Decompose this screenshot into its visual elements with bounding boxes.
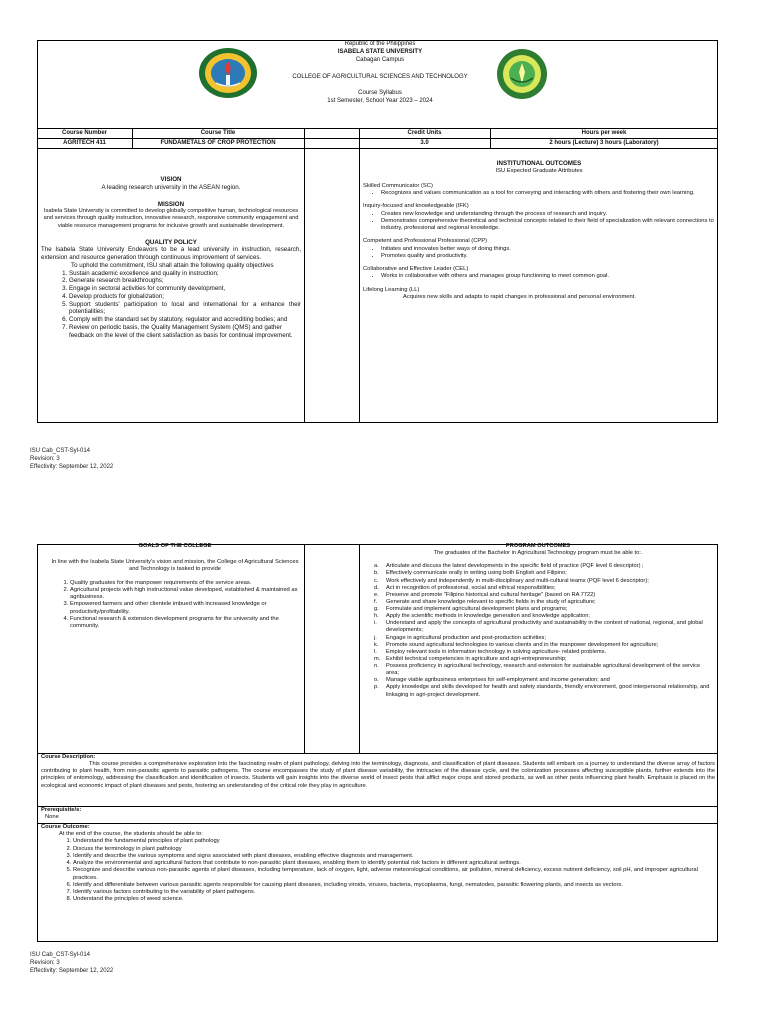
- program-outcome-item: [374, 649, 714, 656]
- program-outcome-item: [374, 677, 714, 684]
- prerequisites: [41, 807, 715, 821]
- program-outcome-letter: o.: [374, 677, 379, 684]
- vmq-section: [41, 176, 301, 339]
- program-outcome-item: [374, 606, 714, 613]
- document-footer: [30, 447, 113, 471]
- list-item: 2. Agricultural projects with high instructional value developed, established & maintained as agribusiness.: [70, 587, 300, 601]
- attribute-list: [363, 211, 715, 233]
- credit-units-header: Credit Units: [407, 130, 442, 136]
- hours-value: 2 hours (Lecture) 3 hours (Laboratory): [549, 140, 659, 146]
- course-number-header: Course Number: [61, 130, 107, 136]
- vision-title: VISION: [160, 176, 182, 183]
- course-outcome-list: [59, 838, 715, 903]
- program-outcome-text: Formulate and implement agricultural development plans and programs;: [386, 606, 568, 612]
- attribute-list: [363, 190, 715, 197]
- document-code: ISU Cab_CST-Syl-014: [30, 448, 91, 454]
- list-item: • Creates new knowledge and understanding through the process of research and inquiry.: [381, 211, 715, 218]
- program-outcome-letter: n.: [374, 663, 379, 669]
- program-outcome-text: Possess proficiency in agricultural technology, research and extension for sustainable agricultural development of the service area;: [386, 663, 701, 677]
- list-item: 1. Sustain academic excellence and quality in instruction;: [69, 270, 301, 278]
- attribute-name: Skilled Communicator (SC): [363, 182, 433, 189]
- hours-header: Hours per week: [581, 130, 627, 136]
- program-outcome-text: Preserve and promote "Filipino historical and cultural heritage" (based on RA 7722): [386, 591, 596, 598]
- program-outcome-text: Apply knowledge and skills developed for health and safety standards, friendly environment, good interpersonal relationship, and linkaging in agri-project development.: [386, 684, 710, 698]
- document-footer: [30, 951, 113, 975]
- list-item: 4. Develop products for globalization;: [69, 293, 301, 301]
- program-outcome-text: Promote sound agricultural technologies to various clients and in the manpower development for agriculture;: [386, 641, 659, 648]
- quality-policy-intro2: To uphold the commitment, ISU shall attain the following quality objectives: [71, 261, 274, 269]
- list-item: • Demonstrates comprehensive theoretical and technical concepts related to their field of specialization with relevant connections to industry, professional and regional knowledge.: [381, 218, 715, 232]
- attribute-text: Acquires new skills and adapts to rapid changes in professional and personal environment.: [403, 293, 636, 300]
- program-outcome-text: Employ relevant tools in information technology in solving agriculture- related problems.: [386, 648, 607, 655]
- list-item: • Promotes quality and productivity.: [381, 253, 715, 260]
- document-header: [230, 41, 530, 106]
- course-title-header: Course Title: [200, 130, 236, 136]
- program-outcome-text: Understand and apply the concepts of agricultural productivity and sustainability in the context of national, regional, and global developments;: [386, 620, 703, 634]
- revision: Revision: 3: [30, 960, 60, 967]
- program-outcomes-list: [362, 563, 714, 698]
- mission-title: MISSION: [157, 200, 185, 208]
- list-item: 1. Understand the fundamental principles of plant pathology: [73, 838, 715, 845]
- list-item: 5. Recognize and describe various non-parasitic agents of plant diseases, including temperature, lack of oxygen, light, adverse meteorological conditions, air pollution, mineral deficiency, excess nutrient deficiency, soil pH, and improper agricultural practices.: [73, 867, 715, 881]
- program-outcome-item: [374, 563, 714, 570]
- list-item: • Initiates and innovates better ways of doing things.: [381, 246, 715, 253]
- program-outcome-letter: i.: [374, 620, 377, 627]
- course-outcome-label: Course Outcome:: [41, 824, 90, 830]
- program-outcome-text: Act in recognition of professional, social and ethical responsibilities;: [386, 584, 556, 591]
- program-outcome-item: [374, 684, 714, 698]
- quality-policy-title: QUALITY POLICY: [145, 238, 197, 246]
- campus-name: Cabagan Campus: [355, 56, 405, 63]
- attribute-name: Collaborative and Effective Leader (CEL): [363, 266, 469, 273]
- attribute-name: Lifelong Learning (LL): [363, 286, 420, 293]
- syllabus-title: Course Syllabus: [358, 90, 402, 97]
- program-outcome-item: [374, 613, 714, 620]
- goals-intro: In line with the Isabela State University's vision and mission, the College of Agricultural Sciences and Technology is tasked to provide: [51, 559, 299, 573]
- program-outcomes-intro: The graduates of the Bachelor in Agricultural Technology program must be able to:.: [433, 550, 643, 557]
- program-outcome-letter: h.: [374, 613, 379, 620]
- attribute-name: Competent and Professional Professional (CPP): [363, 238, 488, 245]
- program-outcome-item: [374, 663, 714, 677]
- attribute-list: [363, 273, 715, 280]
- program-outcome-letter: m.: [374, 655, 381, 662]
- program-outcome-letter: f.: [374, 598, 378, 605]
- college-name: COLLEGE OF AGRICULTURAL SCIENCES AND TECHNOLOGY: [292, 74, 468, 81]
- effectivity: Effectivity: September 12, 2022: [30, 464, 114, 471]
- institutional-outcomes-subtitle: ISU Expected Graduate Attributes: [495, 167, 583, 174]
- goals-title: GOALS OF THE COLLEGE: [138, 543, 212, 549]
- goals-section: [50, 543, 300, 630]
- quality-objectives-list: [55, 270, 301, 340]
- mission-text: Isabela State University is committed to develop globally competitive human, technological resources and services through quality instruction, innovative research, responsive community engagement and viable resource management programs for inclusive growth and sustainable development.: [43, 208, 299, 229]
- list-item: 1. Quality graduates for the manpower requirements of the service areas.: [70, 580, 300, 587]
- list-item: 7. Review on periodic basis, the Quality Management System (QMS) and gather feedback on the level of the client satisfaction as basis for continual improvement.: [69, 324, 301, 340]
- program-outcome-item: [374, 570, 714, 577]
- prerequisites-label: Prerequisite/s:: [41, 807, 82, 813]
- course-outcome: [41, 824, 715, 904]
- program-outcome-item: [374, 599, 714, 606]
- institutional-outcomes-title: INSTITUTIONAL OUTCOMES: [496, 160, 582, 167]
- republic-line: Republic of the Philippines: [344, 41, 416, 47]
- program-outcome-letter: e.: [374, 591, 379, 598]
- list-item: 6. Identify and differentiate between various parasitic agents responsible for causing plant diseases, including viroids, viruses, bacteria, mycoplasma, fungi, nematodes, parasitic flowering plants, and insects as vectors.: [73, 882, 715, 889]
- program-outcome-text: Manage viable agribusiness enterprises for self-employment and income generation; and: [386, 677, 610, 684]
- program-outcome-item: [374, 642, 714, 649]
- list-item: 8. Understand the principles of weed science.: [73, 896, 715, 903]
- program-outcome-item: [374, 635, 714, 642]
- goals-list: [56, 580, 300, 631]
- program-outcomes-title: PROGRAM OUTCOMES: [505, 543, 571, 549]
- program-outcome-letter: g.: [374, 606, 379, 612]
- list-item: 3. Engage in sectoral activities for community development,: [69, 285, 301, 293]
- program-outcome-letter: b.: [374, 570, 379, 577]
- program-outcomes: [362, 543, 714, 699]
- program-outcome-letter: p.: [374, 684, 379, 691]
- quality-policy-intro: The Isabela State University Endeavors to be a lead university in instruction, research, extension and resource generation through continuous improvement of services.: [41, 246, 301, 262]
- program-outcome-letter: c.: [374, 577, 379, 584]
- program-outcome-item: [374, 578, 714, 585]
- program-outcome-text: Exhibit technical competencies in agriculture and agri-entrepreneurship;: [386, 655, 567, 662]
- credit-units-value: 3.0: [420, 140, 429, 146]
- course-description-text: This course provides a comprehensive exploration into the fascinating realm of plant pathology, delving into the terminology, diagnosis, and classification of plant diseases. Students will embark on a journey to understand the diverse array of factors contributing to plant health, from non-parasitic agents to parasitic pathogens. The course encompasses the study of plant disease variability, the intricacies of the disease cycle, and the colonization processes affecting susceptible plants, further extends into the principles of entomology, addressing the classification and identification of insects. Students will gain insights into the diverse world of insect pests that afflict major crops and stored products, as well as other pests influencing plant health. Emphasis is placed on the ecological and economic impact of plant diseases and pests, fostering an understanding of the critical role they play in agriculture.: [41, 761, 715, 789]
- list-item: 3. Empowered farmers and other clientele imbued with increased knowledge or productivity/profitability.: [70, 601, 300, 615]
- course-description: [41, 754, 715, 790]
- list-item: • Recognizes and values communication as a tool for conveying and interacting with others and fostering their own learning.: [381, 190, 715, 197]
- course-outcome-intro: At the end of the course, the students should be able to:: [59, 831, 203, 838]
- list-item: 4. Analyze the environmental and agricultural factors that contribute to non-parasitic plant diseases, enabling them to identify potential risk factors in different agricultural settings.: [73, 860, 715, 867]
- program-outcome-letter: j.: [374, 634, 377, 641]
- program-outcome-item: [374, 656, 714, 663]
- program-outcome-item: [374, 585, 714, 592]
- course-description-label: Course Description:: [41, 754, 96, 760]
- program-outcome-item: [374, 592, 714, 599]
- list-item: 3. Identify and describe the various symptoms and signs associated with plant diseases, enabling effective diagnosis and management.: [73, 853, 715, 860]
- program-outcome-letter: a.: [374, 563, 379, 570]
- program-outcome-text: Apply the scientific methods in knowledge generation and knowledge application;: [386, 613, 590, 620]
- document-code: ISU Cab_CST-Syl-014: [30, 952, 91, 958]
- list-item: 6. Comply with the standard set by statutory, regulator and accrediting bodies; and: [69, 316, 301, 324]
- list-item: 5. Support students' participation to local and international for a enhance their potentialities;: [69, 301, 301, 317]
- program-outcome-text: Effectively communicate orally in writing using both English and Filipino;: [386, 570, 567, 577]
- attribute-list: [363, 246, 715, 260]
- program-outcome-text: Generate and share knowledge relevant to specific fields in the study of agriculture;: [386, 598, 596, 605]
- list-item: 7. Identify various factors contributing to the variability of plant pathogens.: [73, 889, 715, 896]
- list-item: 2. Generate research breakthroughs;: [69, 277, 301, 285]
- list-item: 4. Functional research & extension development programs for the university and the community.: [70, 616, 300, 630]
- course-number-value: AGRITECH 411: [63, 140, 106, 146]
- list-item: 2. Discuss the terminology in plant pathology: [73, 846, 715, 853]
- vision-text: A leading research university in the ASEAN region.: [101, 183, 241, 191]
- program-outcome-text: Work effectively and independently in multi-disciplinary and multi-cultural teams (PQF level 6 descriptor);: [386, 577, 649, 584]
- revision: Revision: 3: [30, 456, 60, 463]
- attribute-name: Inquiry-focused and knowledgeable (IFK): [363, 203, 469, 210]
- program-outcome-text: Articulate and discuss the latest developments in the specific field of practice (PQF level 6 descriptor) ;: [386, 563, 644, 570]
- course-title-value: FUNDAMETALS OF CROP PROTECTION: [160, 140, 276, 146]
- prerequisites-value: None: [45, 814, 59, 821]
- list-item: • Works in collaborative with others and manages group functioning to meet common goal.: [381, 273, 715, 280]
- program-outcome-item: [374, 620, 714, 634]
- program-outcome-letter: k.: [374, 641, 379, 648]
- program-outcome-letter: l.: [374, 648, 377, 655]
- effectivity: Effectivity: September 12, 2022: [30, 968, 114, 975]
- program-outcome-letter: d.: [374, 584, 379, 591]
- institutional-outcomes: [363, 160, 715, 301]
- program-outcome-text: Engage in agricultural production and post-production activities;: [386, 634, 546, 641]
- semester-line: 1st Semester, School Year 2023 – 2024: [327, 97, 433, 104]
- university-name: ISABELA STATE UNIVERSITY: [337, 48, 423, 55]
